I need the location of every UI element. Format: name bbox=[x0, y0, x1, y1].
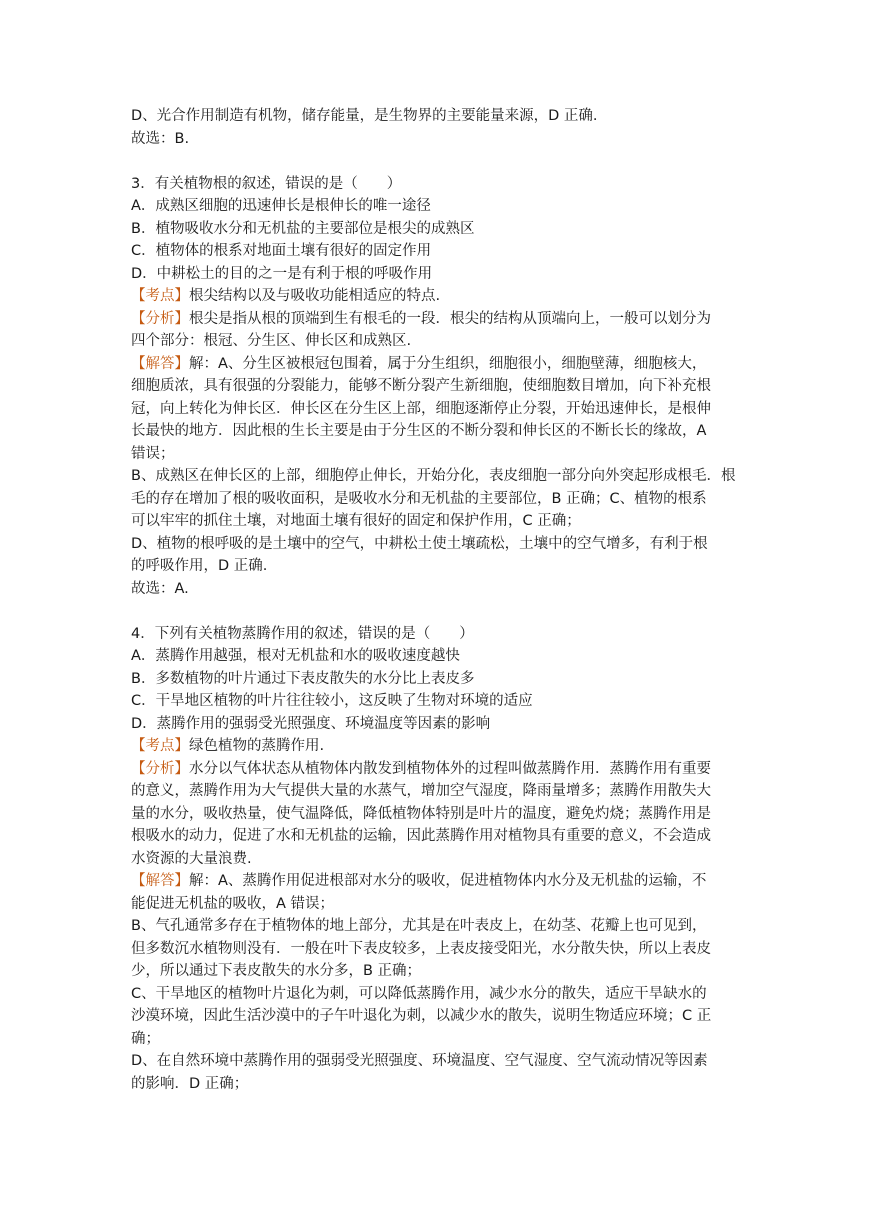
text-line: 的影响．D 正确； bbox=[131, 1075, 249, 1092]
text-line: 确； bbox=[131, 1030, 160, 1047]
fenxi-text: 根尖是指从根的顶端到生有根毛的一段．根尖的结构从顶端向上，一般可以划分为 bbox=[189, 310, 711, 327]
text-line: D、光合作用制造有机物，储存能量，是生物界的主要能量来源，D 正确. bbox=[131, 108, 598, 124]
question-4-option-c: C．干旱地区植物的叶片往往较小，这反映了生物对环境的适应 bbox=[131, 693, 533, 709]
answer-line: 故选：B. bbox=[131, 130, 190, 147]
question-3-stem: 3．有关植物根的叙述，错误的是（ ） bbox=[131, 175, 402, 192]
jieda-text: 解：A、蒸腾作用促进根部对水分的吸收，促进植物体内水分及无机盐的运输，不 bbox=[189, 873, 707, 889]
spacer bbox=[131, 150, 749, 173]
question-3-option-d: D．中耕松土的目的之一是有利于根的呼吸作用 bbox=[131, 265, 433, 282]
kaodian-tag: 【考点】 bbox=[131, 738, 189, 754]
text-line: 四个部分：根冠、分生区、伸长区和成熟区. bbox=[131, 333, 412, 349]
question-4-fenxi bbox=[131, 758, 749, 781]
question-3-option-c: C．植物体的根系对地面土壤有很好的固定作用 bbox=[131, 243, 432, 259]
question-4-stem: 4．下列有关植物蒸腾作用的叙述，错误的是（ ） bbox=[131, 625, 474, 642]
text-line: D、植物的根呼吸的是土壤中的空气，中耕松土使土壤疏松，土壤中的空气增多，有利于根 bbox=[131, 535, 708, 552]
question-3-kaodian bbox=[131, 285, 749, 308]
question-3-fenxi bbox=[131, 308, 749, 331]
fenxi-text: 水分以气体状态从植物体内散发到植物体外的过程叫做蒸腾作用．蒸腾作用有重要 bbox=[189, 760, 711, 777]
kaodian-text: 根尖结构以及与吸收功能相适应的特点. bbox=[189, 288, 441, 304]
spacer bbox=[131, 600, 749, 623]
text-line: 但多数沉水植物则没有．一般在叶下表皮较多，上表皮接受阳光，水分散失快，所以上表皮 bbox=[131, 940, 711, 957]
text-line: 可以牢牢的抓住土壤，对地面土壤有很好的固定和保护作用，C 正确； bbox=[131, 513, 581, 529]
text-line: 错误； bbox=[131, 445, 175, 462]
answer-line: 故选：A. bbox=[131, 580, 189, 597]
text-line: 沙漠环境，因此生活沙漠中的子午叶退化为刺，以减少水的散失，说明生物适应环境；C 正 bbox=[131, 1008, 712, 1024]
question-4-kaodian bbox=[131, 735, 749, 758]
text-line: 能促进无机盐的吸收，A 错误； bbox=[131, 895, 335, 912]
question-3-jieda bbox=[131, 353, 749, 376]
text-line: C、干旱地区的植物叶片退化为刺，可以降低蒸腾作用，减少水分的散失，适应干旱缺水的 bbox=[131, 985, 707, 1002]
question-4-option-b: B．多数植物的叶片通过下表皮散失的水分比上表皮多 bbox=[131, 670, 475, 687]
jieda-tag: 【解答】 bbox=[131, 873, 189, 889]
text-line: B、成熟区在伸长区的上部，细胞停止伸长，开始分化，表皮细胞一部分向外突起形成根毛．根 bbox=[131, 468, 736, 484]
text-line: B、气孔通常多存在于植物体的地上部分，尤其是在叶表皮上，在幼茎、花瓣上也可见到， bbox=[131, 918, 707, 934]
text-line: 的意义，蒸腾作用为大气提供大量的水蒸气，增加空气湿度，降雨量增多；蒸腾作用散失大 bbox=[131, 783, 711, 799]
text-line: 水资源的大量浪费. bbox=[131, 850, 252, 867]
question-3-option-b: B．植物吸收水分和无机盐的主要部位是根尖的成熟区 bbox=[131, 220, 475, 237]
jieda-text: 解：A、分生区被根冠包围着，属于分生组织，细胞很小，细胞壁薄，细胞核大， bbox=[189, 355, 707, 372]
text-line: D、在自然环境中蒸腾作用的强弱受光照强度、环境温度、空气湿度、空气流动情况等因素 bbox=[131, 1053, 708, 1069]
jieda-tag: 【解答】 bbox=[131, 355, 189, 372]
text-line: 根吸水的动力，促进了水和无机盐的运输，因此蒸腾作用对植物具有重要的意义，不会造成 bbox=[131, 828, 711, 844]
fenxi-tag: 【分析】 bbox=[131, 310, 189, 327]
question-4-option-a: A．蒸腾作用越强，根对无机盐和水的吸收速度越快 bbox=[131, 648, 460, 664]
kaodian-text: 绿色植物的蒸腾作用. bbox=[189, 738, 325, 754]
text-line: 毛的存在增加了根的吸收面积，是吸收水分和无机盐的主要部位，B 正确；C、植物的根系 bbox=[131, 490, 707, 507]
question-4-jieda bbox=[131, 870, 749, 893]
text-line: 量的水分，吸收热量，使气温降低，降低植物体特别是叶片的温度，避免灼烧；蒸腾作用是 bbox=[131, 805, 711, 822]
text-line: 细胞质浓，具有很强的分裂能力，能够不断分裂产生新细胞，使细胞数目增加，向下补充根 bbox=[131, 378, 711, 394]
question-4-option-d: D．蒸腾作用的强弱受光照强度、环境温度等因素的影响 bbox=[131, 715, 491, 732]
text-line: 的呼吸作用，D 正确. bbox=[131, 558, 268, 574]
text-line: 长最快的地方．因此根的生长主要是由于分生区的不断分裂和伸长区的不断长长的缘故，A bbox=[131, 423, 707, 439]
kaodian-tag: 【考点】 bbox=[131, 288, 189, 304]
text-line: 冠，向上转化为伸长区．伸长区在分生区上部，细胞逐渐停止分裂，开始迅速伸长，是根伸 bbox=[131, 400, 711, 417]
text-line: 少，所以通过下表皮散失的水分多，B 正确； bbox=[131, 963, 422, 979]
fenxi-tag: 【分析】 bbox=[131, 760, 189, 777]
question-3-option-a: A．成熟区细胞的迅速伸长是根伸长的唯一途径 bbox=[131, 198, 431, 214]
